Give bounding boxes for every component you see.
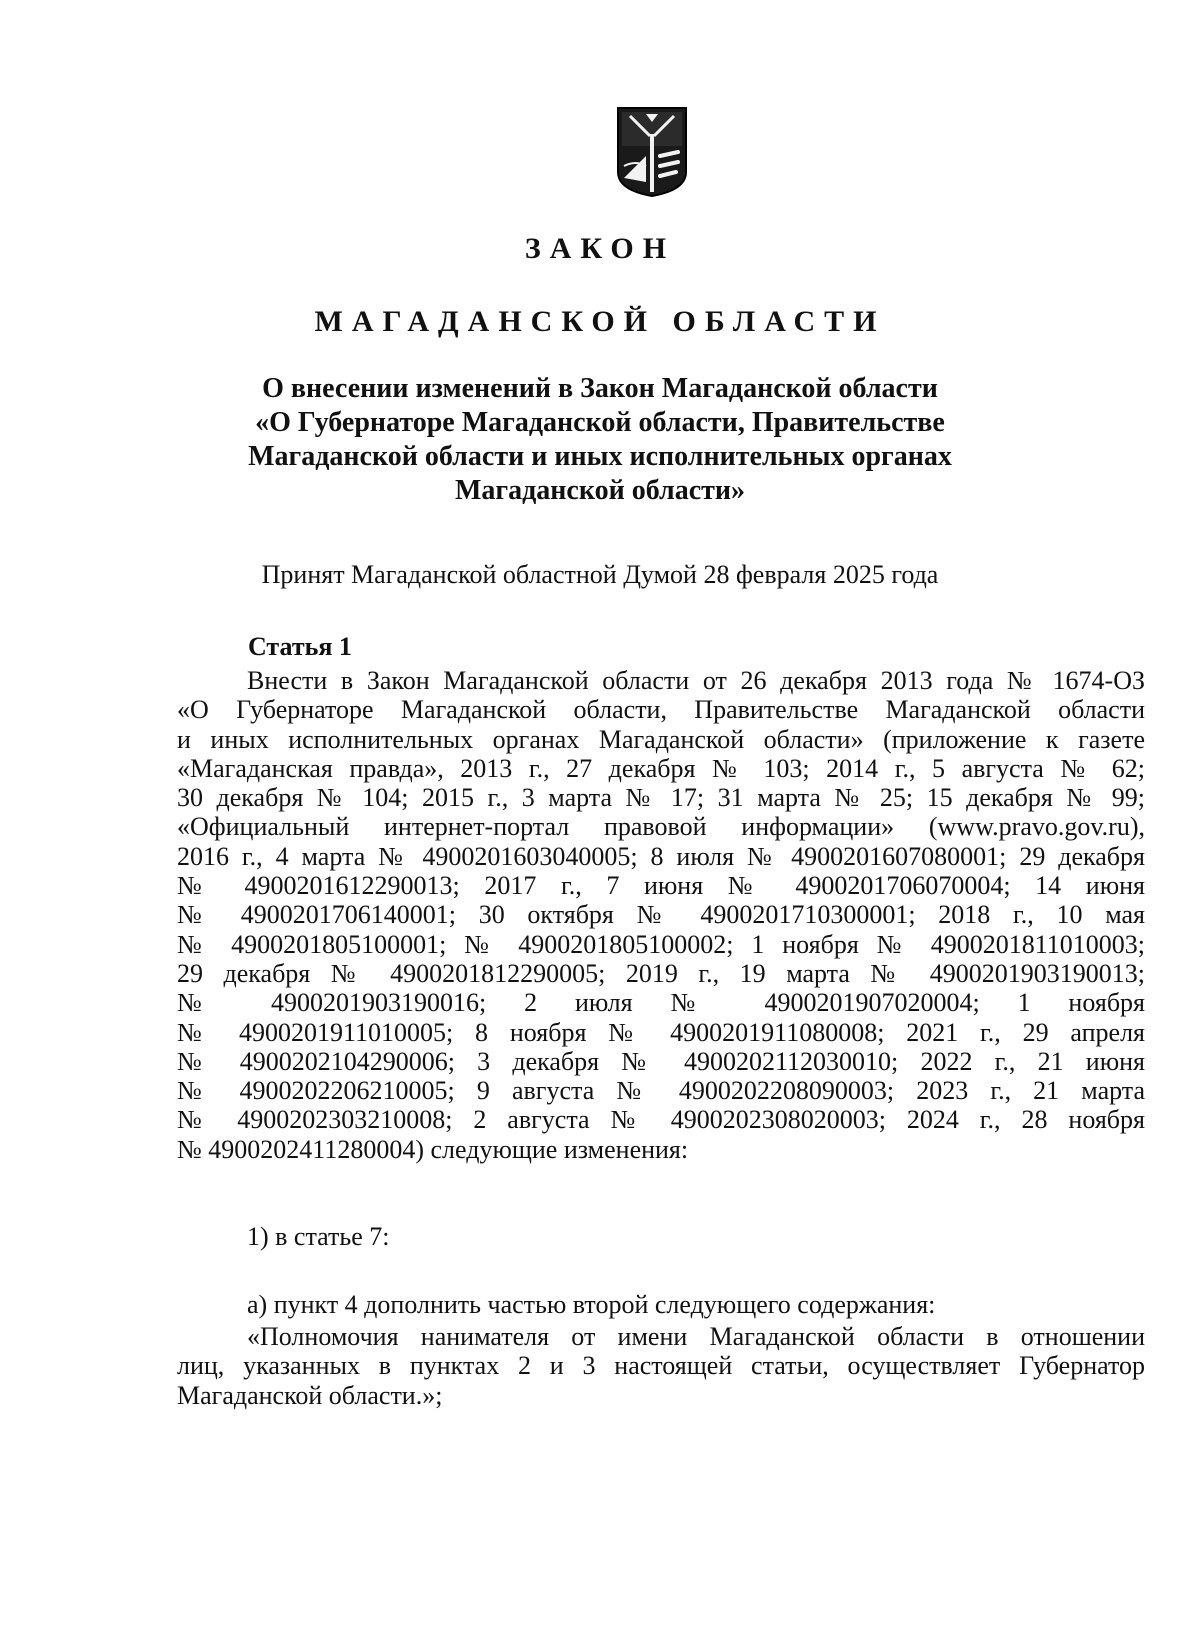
adoption-line: Принят Магаданской областной Думой 28 февраля 2025 года	[261, 560, 939, 589]
article-body	[177, 666, 1145, 1164]
body-line: «О Губернаторе Магаданской области, Правительстве Магаданской области	[177, 695, 1145, 725]
title-line: О внесении изменений в Закон Магаданской области	[262, 373, 938, 404]
title-line: Магаданской области»	[454, 475, 746, 506]
body-line: № 4900201805100001; № 4900201805100002; 1 ноября № 4900201811010003;	[177, 929, 1145, 959]
body-line: № 4900202411280004) следующие изменения:	[177, 1134, 689, 1164]
amendment-item-a: а) пункт 4 дополнить частью второй следующего содержания:	[247, 1290, 936, 1319]
quote-line: лиц, указанных в пунктах 2 и 3 настоящей статьи, осуществляет Губернатор	[177, 1351, 1145, 1381]
body-line: № 4900201911010005; 8 ноября № 4900201911080008; 2021 г., 29 апреля	[177, 1017, 1145, 1047]
coat-of-arms-emblem	[616, 106, 688, 198]
body-line: № 4900202303210008; 2 августа № 4900202308020003; 2024 г., 28 ноября	[177, 1105, 1145, 1135]
amendment-quote	[177, 1322, 1145, 1410]
heading-region: МАГАДАНСКОЙ ОБЛАСТИ	[314, 305, 886, 338]
body-line: № 4900201903190016; 2 июля № 4900201907020004; 1 ноября	[177, 988, 1145, 1018]
body-line: 30 декабря № 104; 2015 г., 3 марта № 17; 31 марта № 25; 15 декабря № 99;	[177, 783, 1145, 813]
body-line: № 4900201612290013; 2017 г., 7 июня № 4900201706070004; 14 июня	[177, 871, 1145, 901]
body-line: № 4900202104290006; 3 декабря № 4900202112030010; 2022 г., 21 июня	[177, 1046, 1145, 1076]
title-line: «О Губернаторе Магаданской области, Правительстве	[255, 407, 945, 438]
title-line: Магаданской области и иных исполнительных органах	[248, 441, 952, 472]
body-line: «Официальный интернет-портал правовой информации» (www.pravo.gov.ru),	[177, 812, 1145, 842]
body-line: Внести в Закон Магаданской области от 26 декабря 2013 года № 1674-ОЗ	[247, 666, 1145, 695]
document-title	[0, 372, 1200, 508]
body-line: 2016 г., 4 марта № 4900201603040005; 8 июля № 4900201607080001; 29 декабря	[177, 841, 1145, 871]
body-line: «Магаданская правда», 2013 г., 27 декабря № 103; 2014 г., 5 августа № 62;	[177, 753, 1145, 783]
body-line: № 4900201706140001; 30 октября № 4900201710300001; 2018 г., 10 мая	[177, 900, 1145, 930]
body-line: и иных исполнительных органах Магаданской области» (приложение к газете	[177, 724, 1145, 754]
heading-law: ЗАКОН	[524, 232, 676, 265]
amendment-item-1: 1) в статье 7:	[247, 1222, 390, 1251]
quote-line: Магаданской области.»;	[177, 1380, 443, 1410]
body-line: № 4900202206210005; 9 августа № 4900202208090003; 2023 г., 21 марта	[177, 1076, 1145, 1106]
quote-line: «Полномочия нанимателя от имени Магаданской области в отношении	[247, 1322, 1145, 1351]
article-heading: Статья 1	[248, 632, 352, 661]
body-line: 29 декабря № 4900201812290005; 2019 г., 19 марта № 4900201903190013;	[177, 958, 1145, 988]
